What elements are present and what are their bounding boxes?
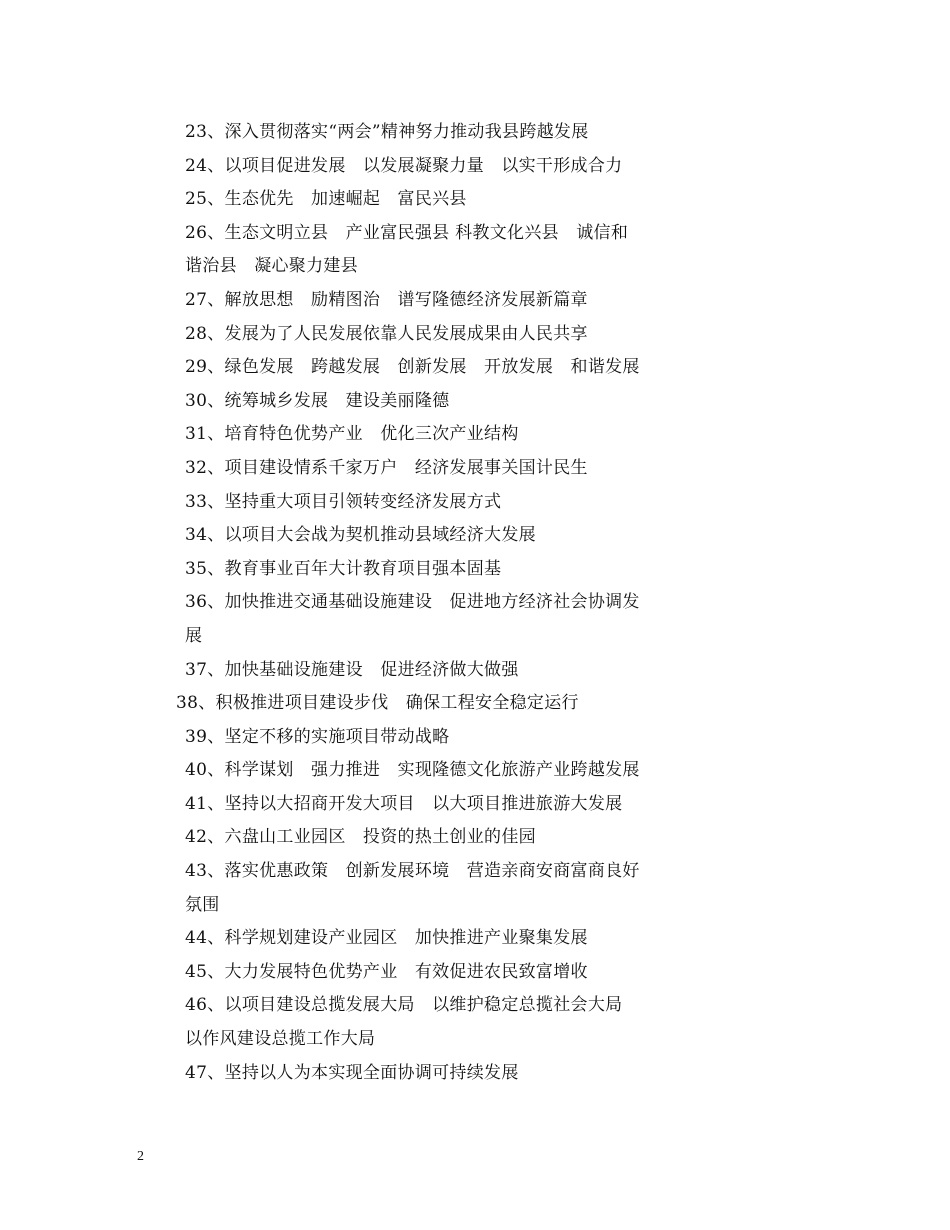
page-number: 2 bbox=[137, 1149, 144, 1164]
list-item: 37、加快基础设施建设 促进经济做大做强 bbox=[185, 659, 519, 680]
list-item: 31、培育特色优势产业 优化三次产业结构 bbox=[185, 424, 519, 445]
list-item-continuation: 氛围 bbox=[185, 894, 220, 915]
list-item: 36、加快推进交通基础设施建设 促进地方经济社会协调发 bbox=[185, 592, 640, 613]
list-item: 32、项目建设情系千家万户 经济发展事关国计民生 bbox=[185, 457, 588, 478]
list-item: 45、大力发展特色优势产业 有效促进农民致富增收 bbox=[185, 961, 588, 982]
list-item: 33、坚持重大项目引领转变经济发展方式 bbox=[185, 491, 502, 512]
slogan-list bbox=[176, 116, 685, 1090]
list-item: 41、坚持以大招商开发大项目 以大项目推进旅游大发展 bbox=[185, 793, 623, 814]
list-item: 47、坚持以人为本实现全面协调可持续发展 bbox=[185, 1062, 519, 1083]
list-item: 35、教育事业百年大计教育项目强本固基 bbox=[185, 558, 502, 579]
list-item: 23、深入贯彻落实“两会”精神努力推动我县跨越发展 bbox=[185, 122, 589, 142]
list-item: 43、落实优惠政策 创新发展环境 营造亲商安商富商良好 bbox=[185, 861, 640, 882]
list-item: 46、以项目建设总揽发展大局 以维护稳定总揽社会大局 bbox=[185, 995, 623, 1016]
list-item: 28、发展为了人民发展依靠人民发展成果由人民共享 bbox=[185, 323, 588, 344]
list-item-continuation: 以作风建设总揽工作大局 bbox=[185, 1029, 376, 1050]
list-item: 34、以项目大会战为契机推动县域经济大发展 bbox=[185, 525, 536, 546]
list-item-continuation: 展 bbox=[185, 625, 203, 646]
list-item: 30、统筹城乡发展 建设美丽隆德 bbox=[185, 390, 450, 411]
list-item: 38、积极推进项目建设步伐 确保工程安全稳定运行 bbox=[176, 693, 579, 714]
list-item: 27、解放思想 励精图治 谱写隆德经济发展新篇章 bbox=[185, 289, 588, 310]
list-item: 42、六盘山工业园区 投资的热土创业的佳园 bbox=[185, 827, 536, 848]
list-item: 25、生态优先 加速崛起 富民兴县 bbox=[185, 189, 467, 210]
list-item: 44、科学规划建设产业园区 加快推进产业聚集发展 bbox=[185, 928, 588, 949]
list-item: 29、绿色发展 跨越发展 创新发展 开放发展 和谐发展 bbox=[185, 357, 640, 378]
list-item: 26、生态文明立县 产业富民强县 科教文化兴县 诚信和 bbox=[185, 222, 629, 243]
list-item: 39、坚定不移的实施项目带动战略 bbox=[185, 726, 450, 747]
list-item: 24、以项目促进发展 以发展凝聚力量 以实干形成合力 bbox=[185, 155, 623, 176]
list-item: 40、科学谋划 强力推进 实现隆德文化旅游产业跨越发展 bbox=[185, 760, 640, 781]
list-item-continuation: 谐治县 凝心聚力建县 bbox=[185, 256, 358, 277]
